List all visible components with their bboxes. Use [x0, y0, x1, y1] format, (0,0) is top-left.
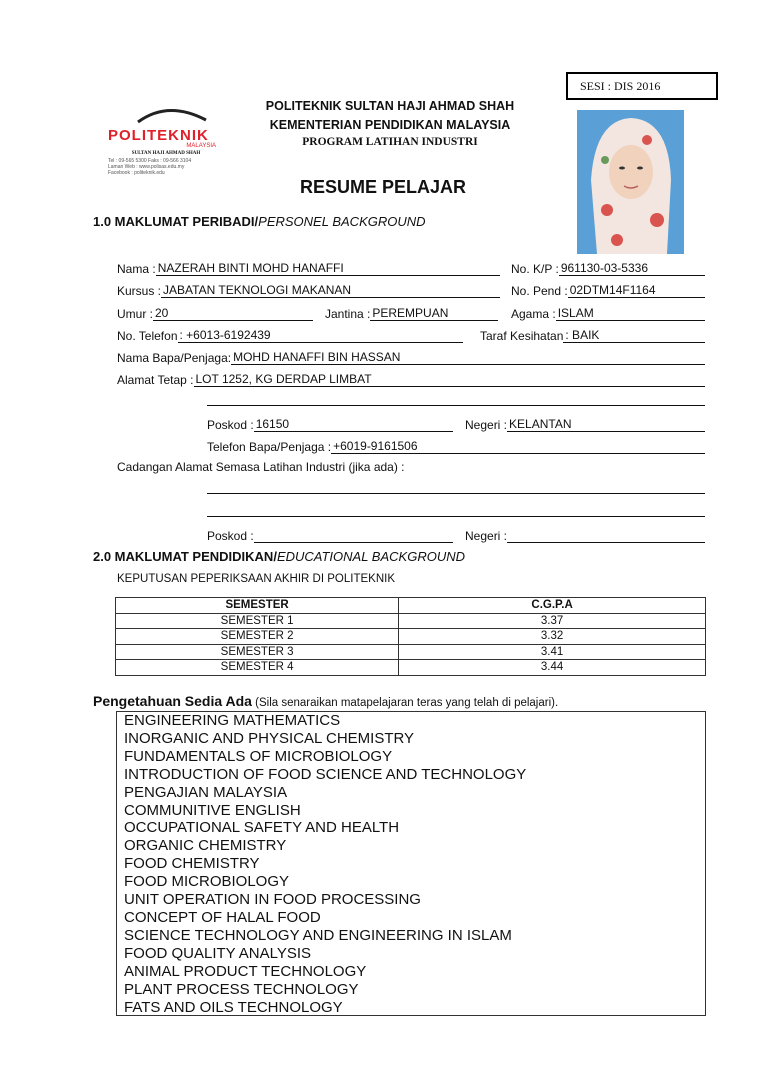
gender-field[interactable]: Jantina : PEREMPUAN: [325, 305, 498, 321]
list-item: OCCUPATIONAL SAFETY AND HEALTH: [124, 819, 400, 837]
cgpa-table: [115, 597, 706, 676]
section-personal-heading: 1.0 MAKLUMAT PERIBADI/PERSONEL BACKGROUND: [93, 214, 426, 229]
list-item: ORGANIC CHEMISTRY: [124, 837, 287, 855]
session-box: SESI : DIS 2016: [566, 72, 718, 100]
list-item: FOOD CHEMISTRY: [124, 855, 260, 873]
list-item: FOOD QUALITY ANALYSIS: [124, 944, 312, 962]
knowledge-heading: Pengetahuan Sedia Ada (Sila senaraikan matapelajaran teras yang telah di pelajari).: [93, 693, 559, 709]
ministry-name: KEMENTERIAN PENDIDIKAN MALAYSIA: [269, 118, 511, 132]
parent-name-field[interactable]: Nama Bapa/Penjaga: MOHD HANAFFI BIN HASSAN: [117, 349, 705, 365]
course-field[interactable]: Kursus : JABATAN TEKNOLOGI MAKANAN: [117, 282, 500, 298]
list-item: COMMUNITIVE ENGLISH: [124, 801, 301, 819]
list-item: ENGINEERING MATHEMATICS: [124, 712, 341, 729]
list-item: ANIMAL PRODUCT TECHNOLOGY: [124, 962, 367, 980]
parent-phone-field[interactable]: Telefon Bapa/Penjaga : +6019-9161506: [207, 438, 705, 454]
list-item: UNIT OPERATION IN FOOD PROCESSING: [124, 891, 421, 909]
student-photo: [577, 110, 684, 254]
ic-field[interactable]: No. K/P : 961130-03-5336: [511, 260, 705, 276]
list-item: SCIENCE TECHNOLOGY AND ENGINEERING IN ISLAM: [124, 926, 512, 944]
list-item: FATS AND OILS TECHNOLOGY: [124, 998, 343, 1016]
list-item: INORGANIC AND PHYSICAL CHEMISTRY: [124, 729, 415, 747]
list-item: INTRODUCTION OF FOOD SCIENCE AND TECHNOLOGY: [124, 765, 527, 783]
list-item: FOOD MICROBIOLOGY: [124, 873, 290, 891]
subjects-list: [116, 711, 706, 1016]
registration-field[interactable]: No. Pend : 02DTM14F1164: [511, 282, 705, 298]
table-row: SEMESTER 4 3.44: [116, 660, 706, 676]
table-header-row: SEMESTER C.G.P.A: [116, 598, 706, 614]
program-name: PROGRAM LATIHAN INDUSTRI: [302, 136, 478, 148]
name-field[interactable]: Nama : NAZERAH BINTI MOHD HANAFFI: [117, 260, 500, 276]
proposed-address-line-2[interactable]: [207, 516, 705, 517]
religion-field[interactable]: Agama : ISLAM: [511, 305, 705, 321]
proposed-address-label: Cadangan Alamat Semasa Latihan Industri (jika ada) :: [117, 460, 405, 474]
state-field[interactable]: Negeri : KELANTAN: [465, 416, 705, 432]
document-title: RESUME PELAJAR: [299, 177, 467, 197]
proposed-address-line-1[interactable]: [207, 493, 705, 494]
table-row: SEMESTER 2 3.32: [116, 629, 706, 645]
institution-name: POLITEKNIK SULTAN HAJI AHMAD SHAH: [265, 99, 515, 113]
table-row: SEMESTER 3 3.41: [116, 644, 706, 660]
age-field[interactable]: Umur : 20: [117, 305, 313, 321]
phone-field[interactable]: No. Telefon : +6013-6192439: [117, 327, 463, 343]
proposed-state-field[interactable]: Negeri :: [465, 527, 705, 543]
list-item: PLANT PROCESS TECHNOLOGY: [124, 980, 359, 998]
exam-results-title: KEPUTUSAN PEPERIKSAAN AKHIR DI POLITEKNIK: [117, 573, 395, 585]
proposed-postcode-field[interactable]: Poskod :: [207, 527, 453, 543]
list-item: CONCEPT OF HALAL FOOD: [124, 908, 321, 926]
address-field[interactable]: Alamat Tetap : LOT 1252, KG DERDAP LIMBAT: [117, 371, 705, 387]
address-line-2[interactable]: [207, 405, 705, 406]
postcode-field[interactable]: Poskod : 16150: [207, 416, 453, 432]
politeknik-logo: POLITEKNIK MALAYSIA SULTAN HAJI AHMAD SHAH Tel : 09-565 5300 Faks : 09-566 3104 Laman Web : www.polisas.edu.my Facebook : politeknik.edu: [108, 104, 224, 180]
health-field[interactable]: Taraf Kesihatan : BAIK: [480, 327, 705, 343]
list-item: FUNDAMENTALS OF MICROBIOLOGY: [124, 747, 393, 765]
list-item: PENGAJIAN MALAYSIA: [124, 783, 288, 801]
section-education-heading: 2.0 MAKLUMAT PENDIDIKAN/EDUCATIONAL BACKGROUND: [93, 549, 465, 564]
table-row: SEMESTER 1 3.37: [116, 613, 706, 629]
